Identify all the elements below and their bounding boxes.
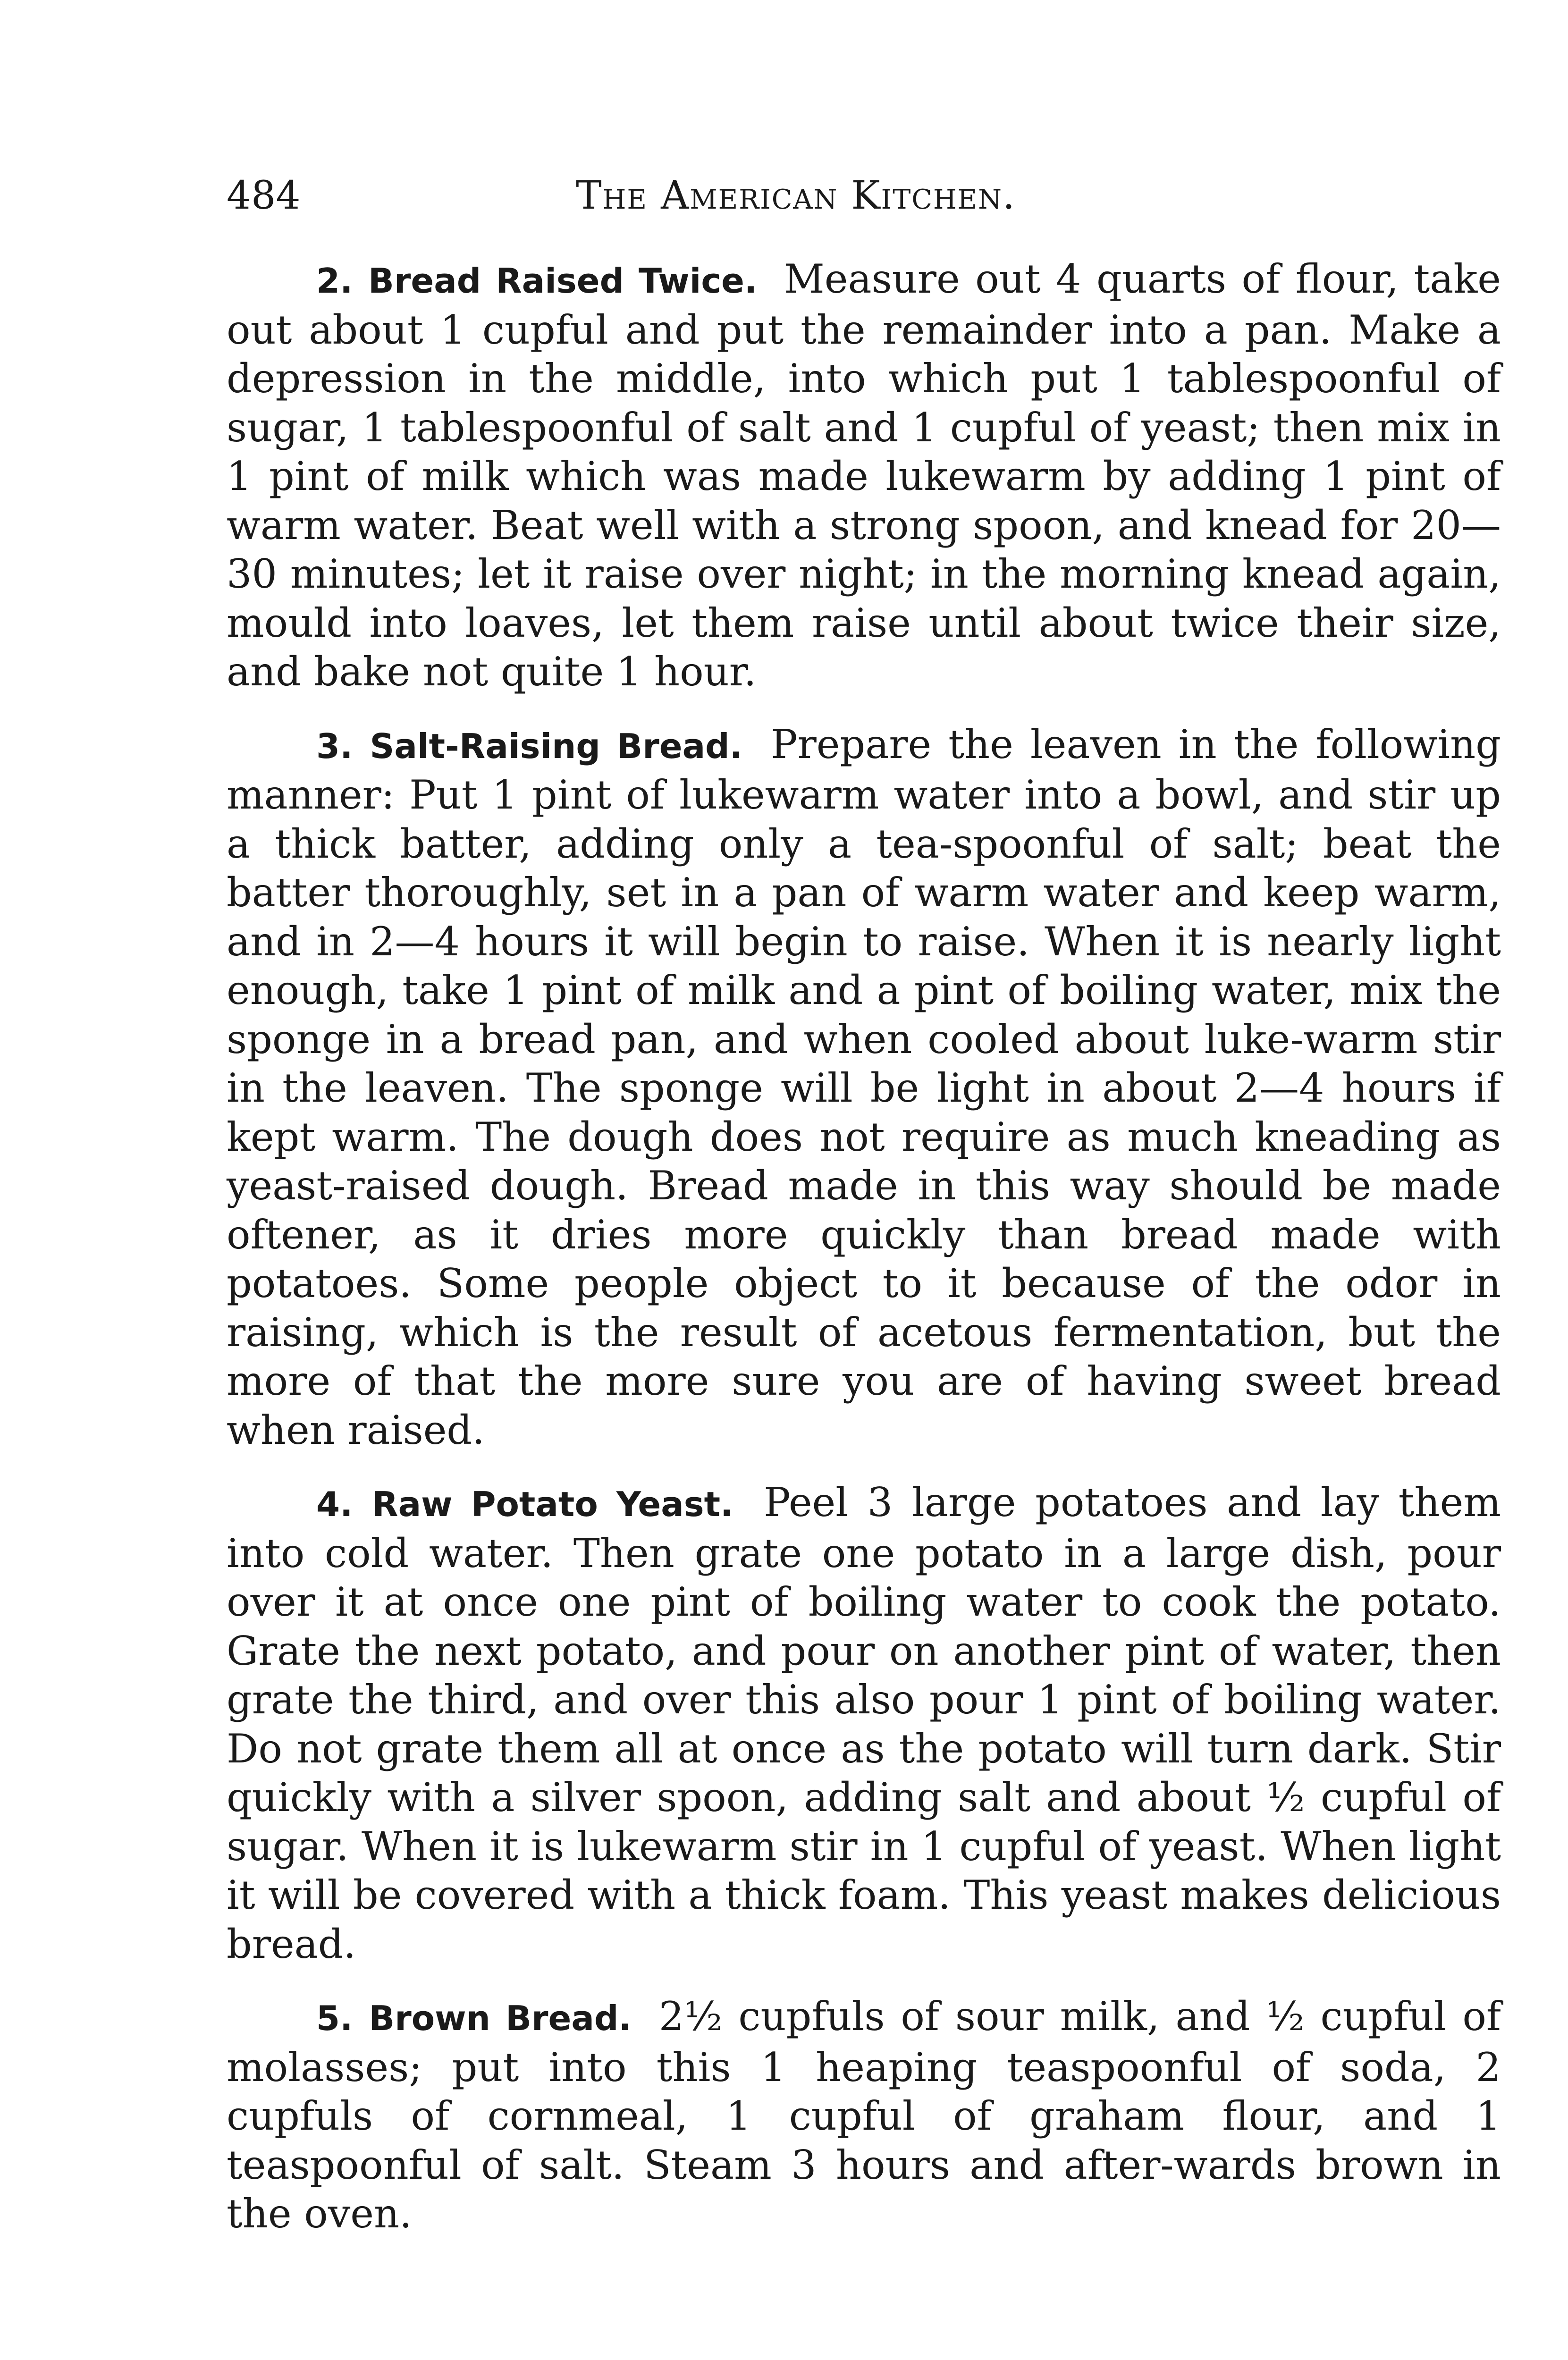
recipe-title: Raw Potato Yeast. [372,1484,733,1524]
book-page [227,170,1501,2262]
recipe-number: 5. [316,1998,353,2038]
recipe-bread-raised-twice [227,255,1501,697]
recipe-brown-bread [227,1992,1501,2239]
recipe-title: Salt-Raising Bread. [370,726,743,766]
recipe-number: 2. [316,261,353,301]
recipe-text: Peel 3 large potatoes and lay them into cold water. Then grate one potato in a large dish, pour over it at once one pint of boiling water to cook the potato. Grate the next potato, and pour on another pint of water, then grate the third, and over this also pour 1 pint of boiling water. Do not grate them all at once as the potato will turn dark. Stir quickly with a silver spoon, adding salt and about ½ cupful of sugar. When it is lukewarm stir in 1 cupful of yeast. When light it will be covered with a thick foam. This yeast makes delicious bread. [227,1479,1501,1967]
running-head [227,170,1501,222]
page-number: 484 [227,173,301,218]
running-title: The American Kitchen. [576,173,1016,218]
recipe-salt-raising-bread [227,720,1501,1455]
recipe-text: Prepare the leaven in the following manner: Put 1 pint of lukewarm water into a bowl, and stir up a thick batter, adding only a tea-spoonful of salt; beat the batter thoroughly, set in a pan of warm water and keep warm, and in 2—4 hours it will begin to raise. When it is nearly light enough, take 1 pint of milk and a pint of boiling water, mix the sponge in a bread pan, and when cooled about luke-warm stir in the leaven. The sponge will be light in about 2—4 hours if kept warm. The dough does not require as much kneading as yeast-raised dough. Bread made in this way should be made oftener, as it dries more quickly than bread made with potatoes. Some people object to it because of the odor in raising, which is the result of acetous fermentation, but the more of that the more sure you are of having sweet bread when raised. [227,721,1501,1453]
recipe-title: Brown Bread. [369,1998,632,2038]
recipe-text: Measure out 4 quarts of flour, take out about 1 cupful and put the remainder into a pan. Make a depression in the middle, into which put 1 tablespoonful of sugar, 1 tablespoonful of salt and 1 cupful of yeast; then mix in 1 pint of milk which was made lukewarm by adding 1 pint of warm water. Beat well with a strong spoon, and knead for 20—30 minutes; let it raise over night; in the morning knead again, mould into loaves, let them raise until about twice their size, and bake not quite 1 hour. [227,256,1501,695]
recipe-number: 3. [316,726,353,766]
recipe-text: 2½ cupfuls of sour milk, and ½ cupful of molasses; put into this 1 heaping teaspoonful of soda, 2 cupfuls of cornmeal, 1 cupful of graham flour, and 1 teaspoonful of salt. Steam 3 hours and after-wards brown in the oven. [227,1993,1501,2237]
recipe-raw-potato-yeast [227,1478,1501,1969]
recipe-number: 4. [316,1484,353,1524]
recipe-title: Bread Raised Twice. [368,261,758,301]
